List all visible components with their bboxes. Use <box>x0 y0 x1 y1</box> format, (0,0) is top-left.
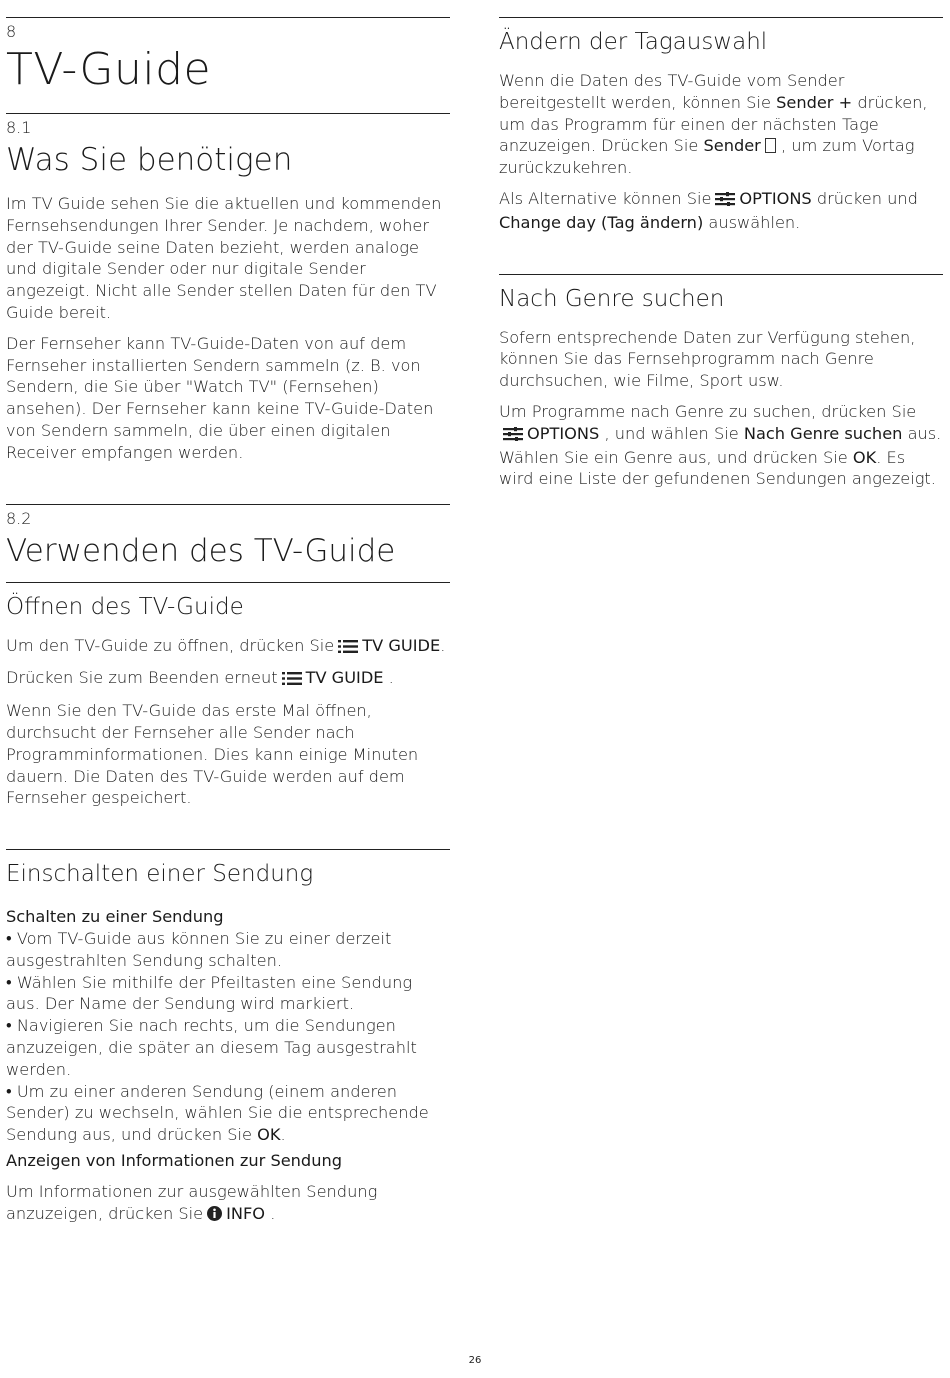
key-label: TV GUIDE <box>305 668 384 688</box>
key-label: TV GUIDE <box>362 635 441 655</box>
text: . Es wird eine Liste der gefundenen Sendungen angezeigt. <box>499 447 936 489</box>
paragraph <box>499 70 943 179</box>
bullet-item: • Vom TV-Guide aus können Sie zu einer derzeit ausgestrahlten Sendung schalten. <box>6 928 392 970</box>
tv-guide-icon <box>338 637 358 659</box>
chapter-title: TV-Guide <box>6 44 212 95</box>
subsection-title: Einschalten einer Sendung <box>6 861 314 888</box>
tv-guide-icon <box>282 669 302 691</box>
paragraph <box>6 1181 450 1227</box>
paragraph: Der Fernseher kann TV-Guide-Daten von auf dem Fernseher installierten Sendern sammeln (z. B. von Sendern, die Sie über "Watch TV" (Fernsehen) ansehen). Der Fernseher kann keine TV-Guide-Daten von Sendern sammeln, die über einen digitalen Receiver empfangen werden. <box>6 333 434 462</box>
bullet-item: • Navigieren Sie nach rechts, um die Sendungen anzuzeigen, die später an diesem Tag ausgestrahlt werden. <box>6 1016 417 1079</box>
text: , um zum Vortag zurückzukehren. <box>499 136 915 178</box>
key-label: INFO <box>226 1203 266 1223</box>
section-title: Was Sie benötigen <box>6 142 293 178</box>
paragraph <box>499 188 943 234</box>
subsection-rule <box>6 582 450 583</box>
text: , und wählen Sie <box>599 423 744 443</box>
bullet-item: • Wählen Sie mithilfe der Pfeiltasten eine Sendung aus. Der Name der Sendung wird markiert. <box>6 972 413 1014</box>
section-rule <box>6 113 450 114</box>
right-column <box>499 0 943 490</box>
section-rule <box>6 504 450 505</box>
paragraph: Wenn Sie den TV-Guide das erste Mal öffnen, durchsucht der Fernseher alle Sender nach Programminformationen. Dies kann einige Minuten dauern. Die Daten des TV-Guide werden auf dem Fernseher gespeichert. <box>6 701 419 808</box>
sub-heading: Schalten zu einer Sendung <box>6 907 224 927</box>
info-icon <box>207 1205 222 1227</box>
text: drücken, um das Programm für einen der nächsten Tage anzuzeigen. Drücken Sie <box>499 92 928 156</box>
key-label: OPTIONS <box>527 423 600 443</box>
paragraph: Im TV Guide sehen Sie die aktuellen und kommenden Fernsehsendungen Ihrer Sender. Je nachdem, woher der TV-Guide seine Daten bezieht, werden analoge und digitale Sender oder nur digitale Sender angezeigt. Nicht alle Sender stellen Daten für den TV Guide bereit. <box>6 194 442 322</box>
subsection-rule <box>499 274 943 275</box>
paragraph <box>6 667 450 691</box>
text: aus. <box>902 423 942 443</box>
text: Drücken Sie zum Beenden erneut <box>6 668 278 688</box>
paragraph <box>499 401 943 447</box>
text: auswählen. <box>703 212 801 232</box>
text: • Um zu einer anderen Sendung (einem anderen Sender) zu wechseln, wählen Sie die entsprechende Sendung aus, und drücken Sie <box>6 1081 429 1145</box>
key-label: Sender <box>703 136 761 156</box>
options-icon <box>503 425 523 447</box>
subsection-title: Öffnen des TV-Guide <box>6 593 244 620</box>
bullet-item <box>6 1081 450 1146</box>
subsection-rule <box>6 849 450 850</box>
subsection-title: Ändern der Tagauswahl <box>499 29 768 55</box>
chapter-rule <box>6 17 450 18</box>
key-label: Nach Genre suchen <box>743 423 903 443</box>
key-label: OK <box>852 447 877 467</box>
text: Als Alternative können Sie <box>499 188 712 208</box>
paragraph <box>6 635 450 659</box>
text: Wenn die Daten des TV-Guide vom Sender bereitgestellt werden, können Sie <box>499 71 845 112</box>
options-icon <box>715 190 735 212</box>
text: . <box>440 635 446 655</box>
paragraph: Sofern entsprechende Daten zur Verfügung stehen, können Sie das Fernsehprogramm nach Genre durchsuchen, wie Filme, Sport usw. <box>499 327 916 391</box>
section-number: 8.2 <box>6 508 32 528</box>
text: Um Programme nach Genre zu suchen, drücken Sie <box>499 401 917 421</box>
section-number: 8.1 <box>6 118 32 137</box>
key-label: OPTIONS <box>739 188 812 208</box>
channel-minus-icon <box>765 138 776 153</box>
key-label: Sender + <box>776 92 853 112</box>
text: drücken und <box>811 188 918 208</box>
sub-heading: Anzeigen von Informationen zur Sendung <box>6 1150 343 1170</box>
subsection-rule <box>499 17 943 18</box>
paragraph <box>499 447 943 491</box>
left-column <box>6 0 450 1226</box>
text: . <box>383 668 394 688</box>
text: . <box>280 1125 286 1145</box>
subsection-title: Nach Genre suchen <box>499 285 725 312</box>
key-label: OK <box>257 1125 281 1145</box>
text: . <box>265 1203 276 1223</box>
text: Um den TV-Guide zu öffnen, drücken Sie <box>6 635 335 655</box>
section-title: Verwenden des TV-Guide <box>6 532 396 569</box>
page-number: 26 <box>468 1355 482 1366</box>
chapter-number: 8 <box>6 22 17 41</box>
key-label: Change day (Tag ändern) <box>499 212 704 232</box>
text: Wählen Sie ein Genre aus, und drücken Sie <box>499 447 853 467</box>
text: Um Informationen zur ausgewählten Sendung anzuzeigen, drücken Sie <box>6 1181 378 1223</box>
